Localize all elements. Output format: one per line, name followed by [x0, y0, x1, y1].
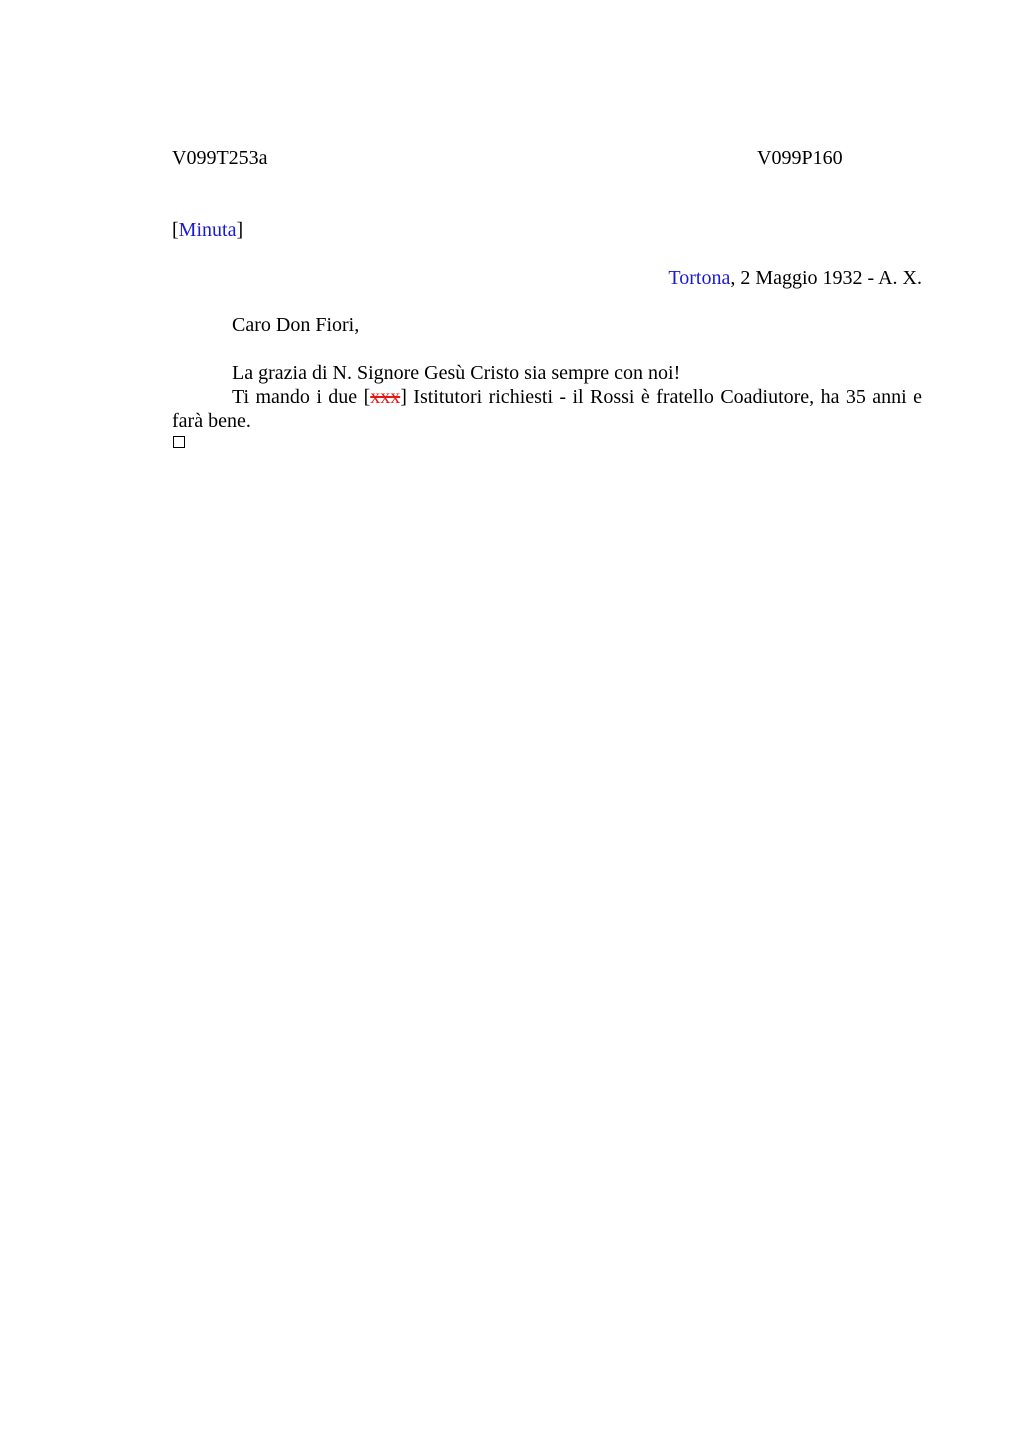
body-text-after: ] Istitutori richiesti - il Rossi è fratello Coadiutore, ha 35 anni e farà bene.	[172, 386, 922, 432]
body-paragraph	[172, 385, 922, 433]
greeting-paragraph: La grazia di N. Signore Gesù Cristo sia sempre con noi!	[232, 362, 681, 384]
page-code: V099P160	[757, 147, 843, 169]
date-text: , 2 Maggio 1932 - A. X.	[730, 267, 922, 289]
deleted-text: xxx	[370, 386, 401, 408]
end-of-text-box-icon	[173, 436, 185, 448]
minuta-link[interactable]: Minuta	[178, 219, 237, 241]
place-link[interactable]: Tortona	[668, 267, 731, 289]
close-bracket: ]	[236, 219, 244, 241]
document-type-label	[172, 218, 243, 242]
salutation: Caro Don Fiori,	[232, 314, 360, 336]
body-text-before: Ti mando i due [	[232, 386, 371, 408]
place-date-line	[668, 266, 922, 290]
document-code: V099T253a	[172, 147, 268, 169]
open-bracket: [	[172, 219, 179, 241]
